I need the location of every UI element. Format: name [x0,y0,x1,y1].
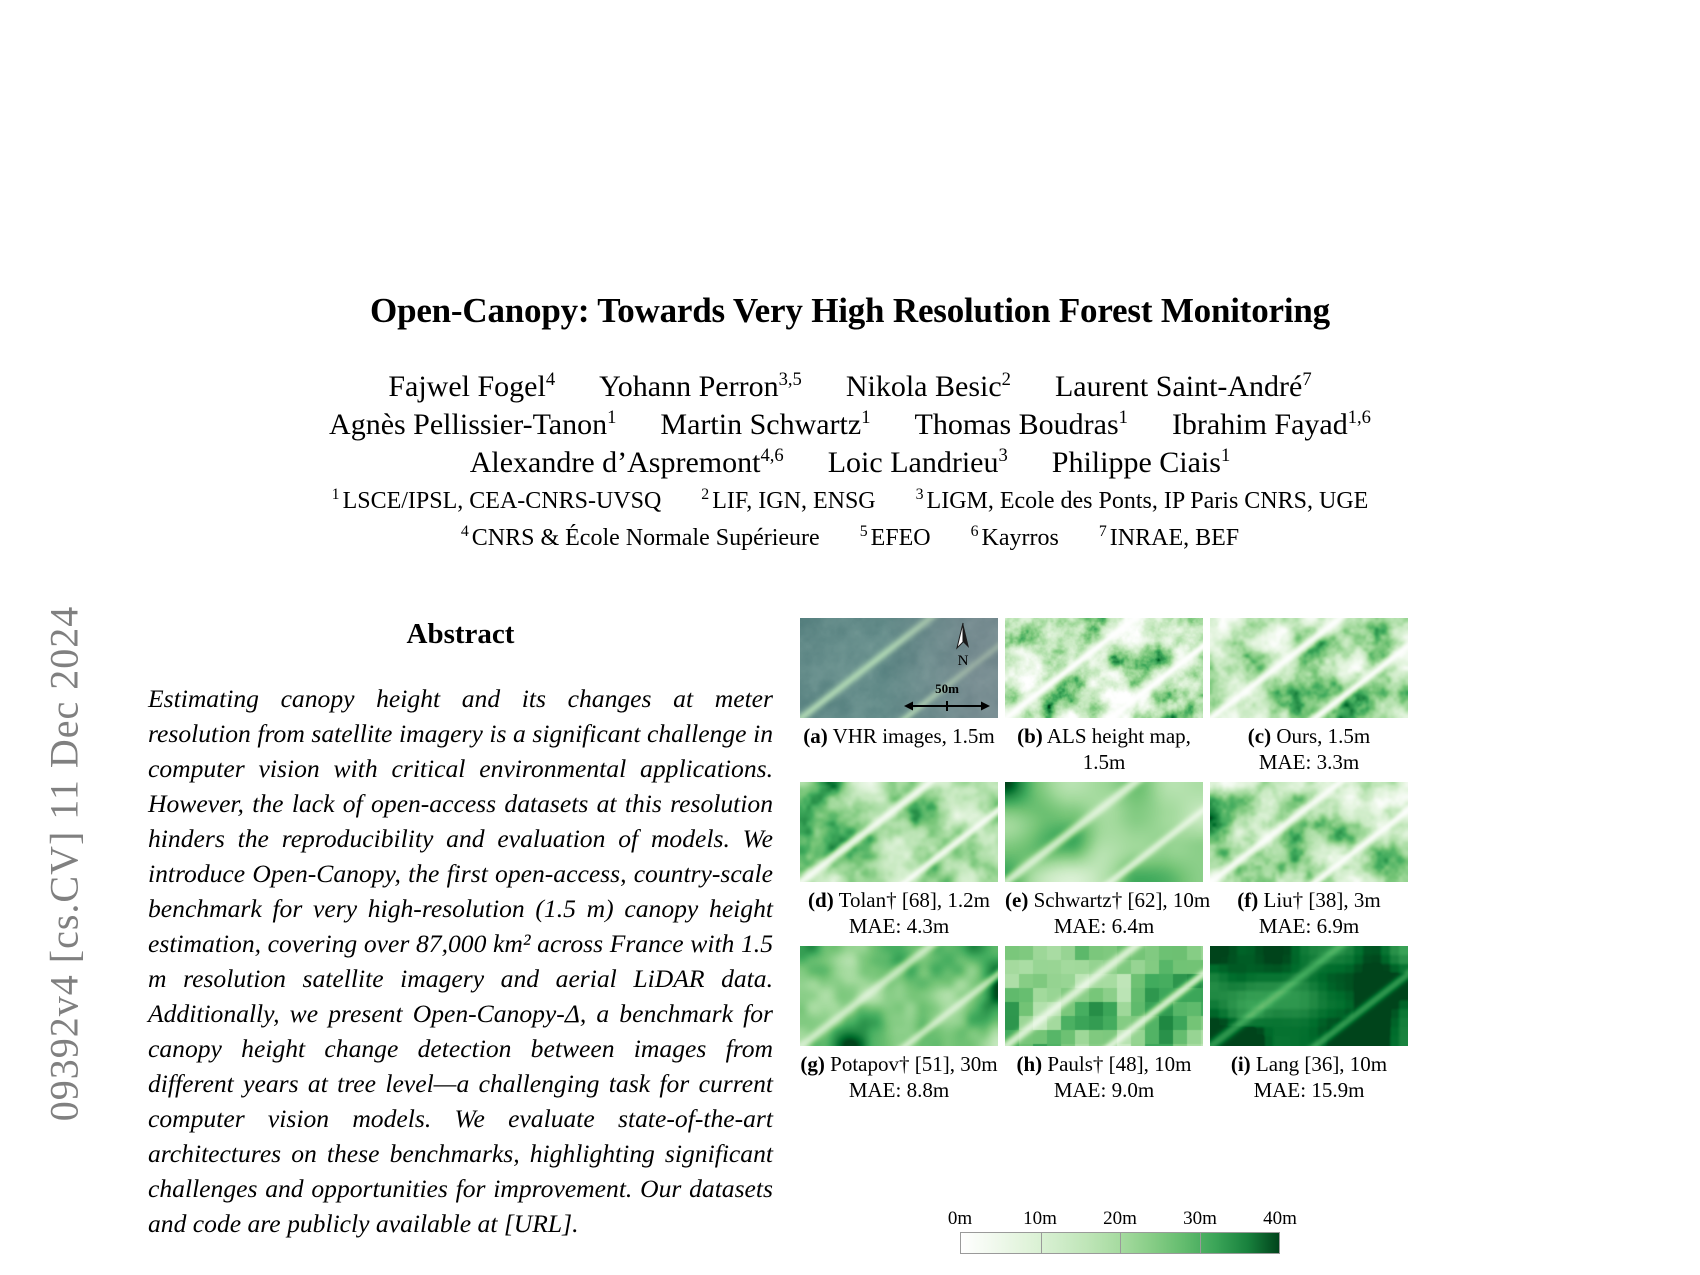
panel-label: (e) [1005,888,1029,912]
author-name: Martin Schwartz$^1$ [660,407,871,441]
panel-caption-line2: MAE: 6.9m [1258,914,1360,938]
panel-label: (i) [1230,1052,1251,1076]
panel-caption-line2: MAE: 15.9m [1253,1078,1365,1102]
canopy-height-map-image [1210,946,1408,1046]
figure-panel-f [1210,782,1408,946]
author-name: Loic Landrieu$^3$ [827,445,1008,479]
affiliation-entry: $^6$ Kayrros [970,523,1059,551]
affiliation-entry: $^7$ INRAE, BEF [1098,523,1240,551]
panel-caption-line2: MAE: 3.3m [1258,750,1360,774]
author-name: Thomas Boudras$^1$ [914,407,1128,441]
author-affiliation-marker: 3,5 [778,369,802,390]
panel-caption-line2: MAE: 9.0m [1053,1078,1155,1102]
abstract-text: Estimating canopy height and its changes at meter resolution from satellite imagery is a significant challenge in computer vision with critical environmental applications. However, the lack of open-access datasets at this resolution hinders the reproducibility and evaluation of models. We introduce Open-Canopy, the first open-access, country-scale benchmark for very high-resolution (1.5 m) canopy height estimation, covering over 87,000 km² across France with 1.5 m resolution satellite imagery and aerial LiDAR data. Additionally, we present Open-Canopy-Δ, a benchmark for canopy height change detection between images from different years at tree level—a challenging task for current computer vision models. We evaluate state-of-the-art architectures on these benchmarks, highlighting significant challenges and opportunities for improvement. Our datasets and code are publicly available at [URL]. [148,684,773,1238]
teaser-figure [800,618,1408,1110]
author-name: Yohann Perron$^{3,5}$ [599,369,802,403]
author-name: Agnès Pellissier-Tanon$^1$ [329,407,617,441]
figure-panel-caption: (a) VHR images, 1.5m [803,724,995,748]
colorbar-tick: 20m [1103,1208,1137,1229]
colorbar-tick: 40m [1263,1208,1297,1229]
figure-panel-caption: (h) Pauls† [48], 10m MAE: 9.0m [1005,1046,1203,1110]
author-affiliation-marker: 7 [1302,369,1312,390]
panel-label: (h) [1016,1052,1043,1076]
author-name: Fajwel Fogel$^4$ [388,369,556,403]
colorbar-separator [1120,1233,1121,1253]
figure-panel-g [800,946,998,1110]
panel-label: (b) [1017,724,1043,748]
affiliation-marker: 4 [460,523,469,540]
affiliation-entry: $^5$ EFEO [859,523,931,551]
arxiv-stamp: 09392v4 [cs.CV] 11 Dec 2024 [41,605,87,1122]
panel-canvas [1005,782,1203,882]
panel-caption-line2: MAE: 8.8m [848,1078,950,1102]
author-affiliation-marker: 1,6 [1347,407,1371,428]
author-name: Nikola Besic$^2$ [845,369,1011,403]
panel-label: (c) [1247,724,1272,748]
svg-text:N: N [957,653,969,667]
author-affiliation-marker: 3 [998,445,1008,466]
figure-panel-b [1005,618,1203,782]
colorbar-tick: 10m [1023,1208,1057,1229]
panel-label: (a) [803,724,828,748]
scale-bar-label: 50m [935,681,959,696]
north-arrow-icon [950,621,976,667]
panel-canvas [1005,946,1203,1046]
figure-panel-i [1210,946,1408,1110]
panel-canvas [1005,618,1203,718]
canopy-height-map-image [1005,782,1203,882]
affiliation-entry: $^2$ LIF, IGN, ENSG [701,486,876,514]
author-affiliation-marker: 1 [607,407,617,428]
figure-panel-caption: (c) Ours, 1.5m MAE: 3.3m [1210,718,1408,782]
affiliation-row [130,483,1570,520]
figure-panel-caption: (d) Tolan† [68], 1.2m MAE: 4.3m [800,882,998,946]
affiliation-marker: 6 [970,523,979,540]
affiliation-entry: $^1$ LSCE/IPSL, CEA-CNRS-UVSQ [331,486,662,514]
author-list [130,368,1570,482]
figure-panel-h [1005,946,1203,1110]
colorbar-tick-labels [947,1208,1297,1232]
affiliation-entry: $^4$ CNRS & École Normale Supérieure [460,523,820,551]
panel-label: (g) [800,1052,825,1076]
abstract-heading: Abstract [406,618,515,650]
panel-label: (d) [808,888,834,912]
height-colorbar [947,1208,1297,1254]
author-name: Philippe Ciais$^1$ [1051,445,1231,479]
affiliation-row [130,520,1570,557]
canopy-height-map-image [800,618,998,718]
figure-panel-caption: (b) ALS height map, 1.5m [1005,718,1203,782]
panel-canvas [1210,618,1408,718]
figure-panel-c [1210,618,1408,782]
colorbar-separator [1041,1233,1042,1253]
author-name: Ibrahim Fayad$^{1,6}$ [1171,407,1371,441]
scale-bar [904,683,990,713]
affiliation-marker: 3 [915,486,924,503]
page-title: Open-Canopy: Towards Very High Resolution Forest Monitoring [370,291,1330,331]
colorbar-gradient [960,1232,1280,1254]
author-name: Laurent Saint-André$^7$ [1054,369,1312,403]
figure-panel-e [1005,782,1211,946]
figure-row [800,946,1408,1110]
affiliation-marker: 5 [859,523,868,540]
figure-panel-caption: (i) Lang [36], 10m MAE: 15.9m [1210,1046,1408,1110]
colorbar-tick: 0m [947,1208,973,1229]
author-affiliation-marker: 4,6 [760,445,784,466]
author-affiliation-marker: 2 [1001,369,1011,390]
colorbar-tick: 30m [1183,1208,1217,1229]
affiliation-entry: $^3$ LIGM, Ecole des Ponts, IP Paris CNRS, UGE [915,486,1369,514]
panel-caption-line2: 1.5m [1082,750,1126,774]
panel-canvas [1210,946,1408,1046]
panel-canvas [800,782,998,882]
colorbar-separator [1200,1233,1201,1253]
author-affiliation-marker: 1 [1118,407,1128,428]
canopy-height-map-image [1005,946,1203,1046]
author-affiliation-marker: 1 [1220,445,1231,466]
affiliation-marker: 2 [701,486,710,503]
panel-canvas [1210,782,1408,882]
figure-row [800,618,1408,782]
panel-label: (f) [1237,888,1259,912]
figure-panel-d [800,782,998,946]
author-row [130,444,1570,482]
author-row [130,406,1570,444]
author-affiliation-marker: 1 [861,407,871,428]
canopy-height-map-image [1210,618,1408,718]
affiliation-marker: 7 [1098,523,1107,540]
canopy-height-map-image [800,782,998,882]
figure-panel-a [800,618,998,782]
figure-panel-caption: (f) Liu† [38], 3m MAE: 6.9m [1210,882,1408,946]
canopy-height-map-image [800,946,998,1046]
panel-caption-line2: MAE: 4.3m [848,914,950,938]
author-affiliation-marker: 4 [545,369,556,390]
figure-row [800,782,1408,946]
author-row [130,368,1570,406]
panel-canvas [800,946,998,1046]
affiliation-list [130,483,1570,557]
figure-panel-caption: (e) Schwartz† [62], 10m MAE: 6.4m [1005,888,1211,938]
affiliation-marker: 1 [331,486,340,503]
panel-caption-line2: MAE: 6.4m [1053,914,1155,938]
canopy-height-map-image [1210,782,1408,882]
figure-panel-caption: (g) Potapov† [51], 30m MAE: 8.8m [800,1052,998,1102]
canopy-height-map-image [1005,618,1203,718]
author-name: Alexandre d’Aspremont$^{4,6}$ [469,445,784,479]
